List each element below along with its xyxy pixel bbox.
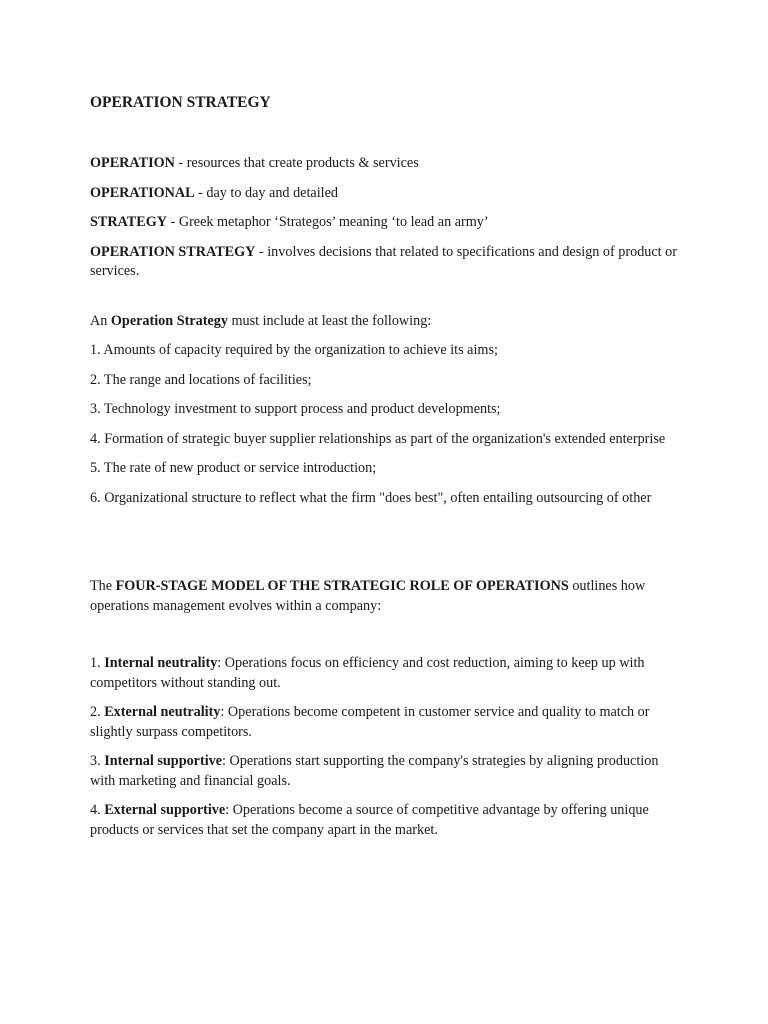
stage-number: 1. <box>90 655 105 671</box>
stage-item <box>90 801 680 840</box>
stage-term: External supportive <box>104 802 226 818</box>
intro-suffix: must include at least the following: <box>227 312 432 329</box>
definition-term: OPERATIONAL <box>90 184 195 201</box>
must-include-intro <box>90 312 680 332</box>
stage-term: Internal supportive <box>104 753 223 769</box>
intro-prefix: The <box>90 578 116 594</box>
intro-bold: Operation Strategy <box>110 312 228 329</box>
definition-text: - resources that create products & services <box>174 155 419 171</box>
list-item: 1. Amounts of capacity required by the organization to achieve its aims; <box>90 342 498 358</box>
stage-text: : Operations focus on efficiency and cost reduction, aiming to keep up with competitors without standing out. <box>90 655 645 691</box>
definition-text: - day to day and detailed <box>194 184 338 201</box>
stage-term: Internal neutrality <box>104 655 218 671</box>
stage-number: 3. <box>90 753 105 769</box>
definition-strategy <box>90 213 680 233</box>
list-item: 3. Technology investment to support process and product developments; <box>90 401 501 417</box>
intro-prefix: An <box>90 312 111 329</box>
intro-bold: FOUR-STAGE MODEL OF THE STRATEGIC ROLE OF OPERATIONS <box>115 578 569 594</box>
definition-term: OPERATION STRATEGY <box>90 243 256 260</box>
list-item: 5. The rate of new product or service introduction; <box>90 460 377 476</box>
stage-text: : Operations become a source of competitive advantage by offering unique products or services that set the company apart in the market. <box>90 802 649 838</box>
stage-term: External neutrality <box>104 704 221 720</box>
stage-item <box>90 752 680 791</box>
definition-text: - Greek metaphor ‘Strategos’ meaning ‘to lead an army’ <box>167 214 489 230</box>
stage-item <box>90 654 680 693</box>
list-item: 4. Formation of strategic buyer supplier relationships as part of the organization's extended enterprise <box>90 430 666 447</box>
stage-text: : Operations become competent in customer service and quality to match or slightly surpass competitors. <box>90 704 650 740</box>
stage-number: 2. <box>90 704 105 720</box>
definition-term: OPERATION <box>90 155 175 171</box>
definition-term: STRATEGY <box>90 214 167 230</box>
definition-text: - involves decisions that related to specifications and design of product or services. <box>90 243 677 279</box>
stage-item <box>90 703 680 742</box>
definition-operational <box>90 184 680 204</box>
document-title: OPERATION STRATEGY <box>90 94 271 111</box>
intro-suffix: outlines how operations management evolves within a company: <box>90 578 646 614</box>
list-item: 2. The range and locations of facilities; <box>90 371 312 388</box>
stage-text: : Operations start supporting the company's strategies by aligning production with marketing and financial goals. <box>90 753 659 789</box>
definition-operation-strategy <box>90 243 680 282</box>
document-page <box>90 93 680 850</box>
list-item: 6. Organizational structure to reflect what the firm "does best", often entailing outsourcing of other <box>90 489 652 506</box>
stage-number: 4. <box>90 802 105 818</box>
definition-operation <box>90 154 680 174</box>
four-stage-intro <box>90 577 680 616</box>
